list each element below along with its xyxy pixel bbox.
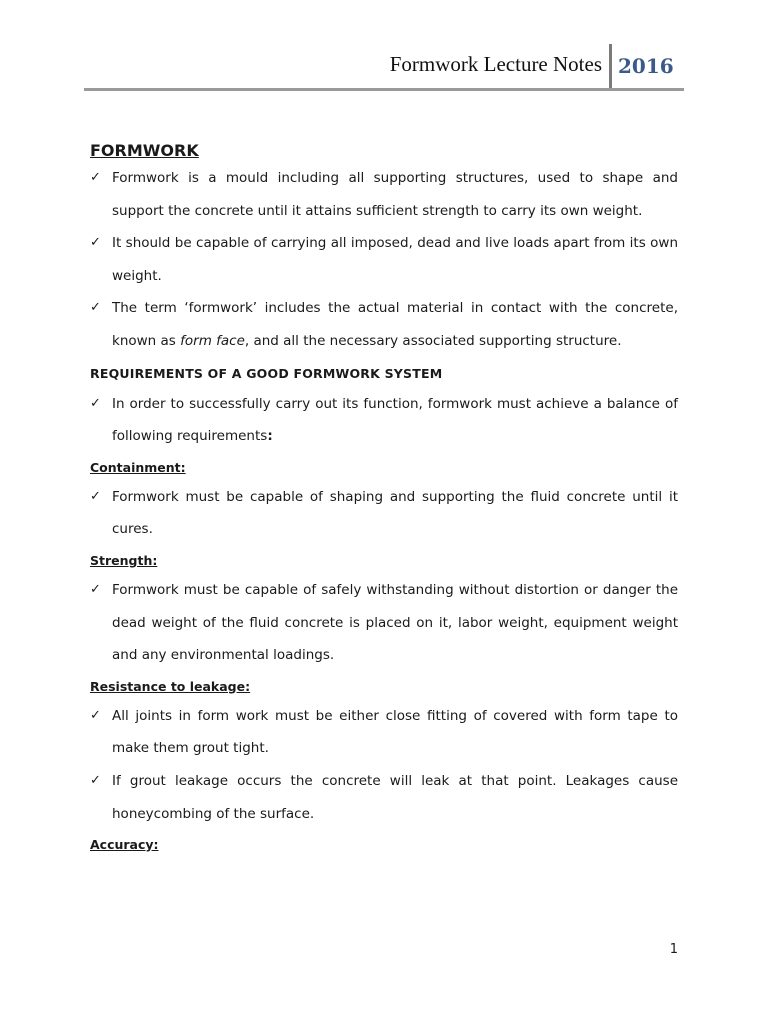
page-header xyxy=(84,44,684,91)
list-item-text: In order to successfully carry out its function, formwork must achieve a balance of following requirements xyxy=(112,395,678,445)
emphasis-text: form face xyxy=(180,332,245,349)
list-item-text: , and all the necessary associated supporting structure. xyxy=(244,332,622,349)
checkmark-icon: ✓ xyxy=(90,581,101,597)
subheading-accuracy: Accuracy: xyxy=(90,837,159,853)
page-number: 1 xyxy=(669,942,678,957)
list-item xyxy=(90,227,678,292)
list-item xyxy=(90,481,678,546)
main-heading: FORMWORK xyxy=(90,141,199,160)
checkmark-icon: ✓ xyxy=(90,772,101,788)
subheading-containment: Containment: xyxy=(90,459,186,475)
list-item-text: All joints in form work must be either close fitting of covered with form tape to make them grout tight. xyxy=(112,707,678,757)
list-item-text: It should be capable of carrying all imposed, dead and live loads apart from its own weight. xyxy=(112,235,678,284)
checkmark-icon: ✓ xyxy=(90,395,101,411)
header-title: Formwork Lecture Notes xyxy=(389,52,602,76)
list-item-colon: : xyxy=(267,428,273,445)
list-item-text: The term ‘formwork’ includes the actual material in contact with the concrete, known as xyxy=(112,300,678,349)
checkmark-icon: ✓ xyxy=(90,300,101,316)
list-item xyxy=(90,388,678,453)
list-item-text: Formwork must be capable of shaping and supporting the fluid concrete until it cures. xyxy=(112,488,678,538)
list-item xyxy=(90,162,678,227)
subheading-strength: Strength: xyxy=(90,552,158,568)
list-item xyxy=(90,765,678,830)
document-body xyxy=(90,140,678,858)
checkmark-icon: ✓ xyxy=(90,235,101,251)
header-separator xyxy=(609,44,612,88)
checkmark-icon: ✓ xyxy=(90,170,101,185)
list-item-text: If grout leakage occurs the concrete will leak at that point. Leakages cause honeycombing of the surface. xyxy=(112,772,678,822)
list-item-text: Formwork is a mould including all supporting structures, used to shape and support the concrete until it attains sufficient strength to carry its own weight. xyxy=(112,170,678,219)
checkmark-icon: ✓ xyxy=(90,707,101,723)
checkmark-icon: ✓ xyxy=(90,488,101,504)
subheading-leakage: Resistance to leakage: xyxy=(90,678,251,694)
list-item-text: Formwork must be capable of safely withstanding without distortion or danger the dead weight of the fluid concrete is placed on it, labor weight, equipment weight and any environmental loadings. xyxy=(112,581,678,664)
section-heading: REQUIREMENTS OF A GOOD FORMWORK SYSTEM xyxy=(90,365,443,381)
list-item xyxy=(90,292,678,357)
list-item xyxy=(90,574,678,672)
header-year: 2016 xyxy=(618,54,674,78)
list-item xyxy=(90,700,678,765)
